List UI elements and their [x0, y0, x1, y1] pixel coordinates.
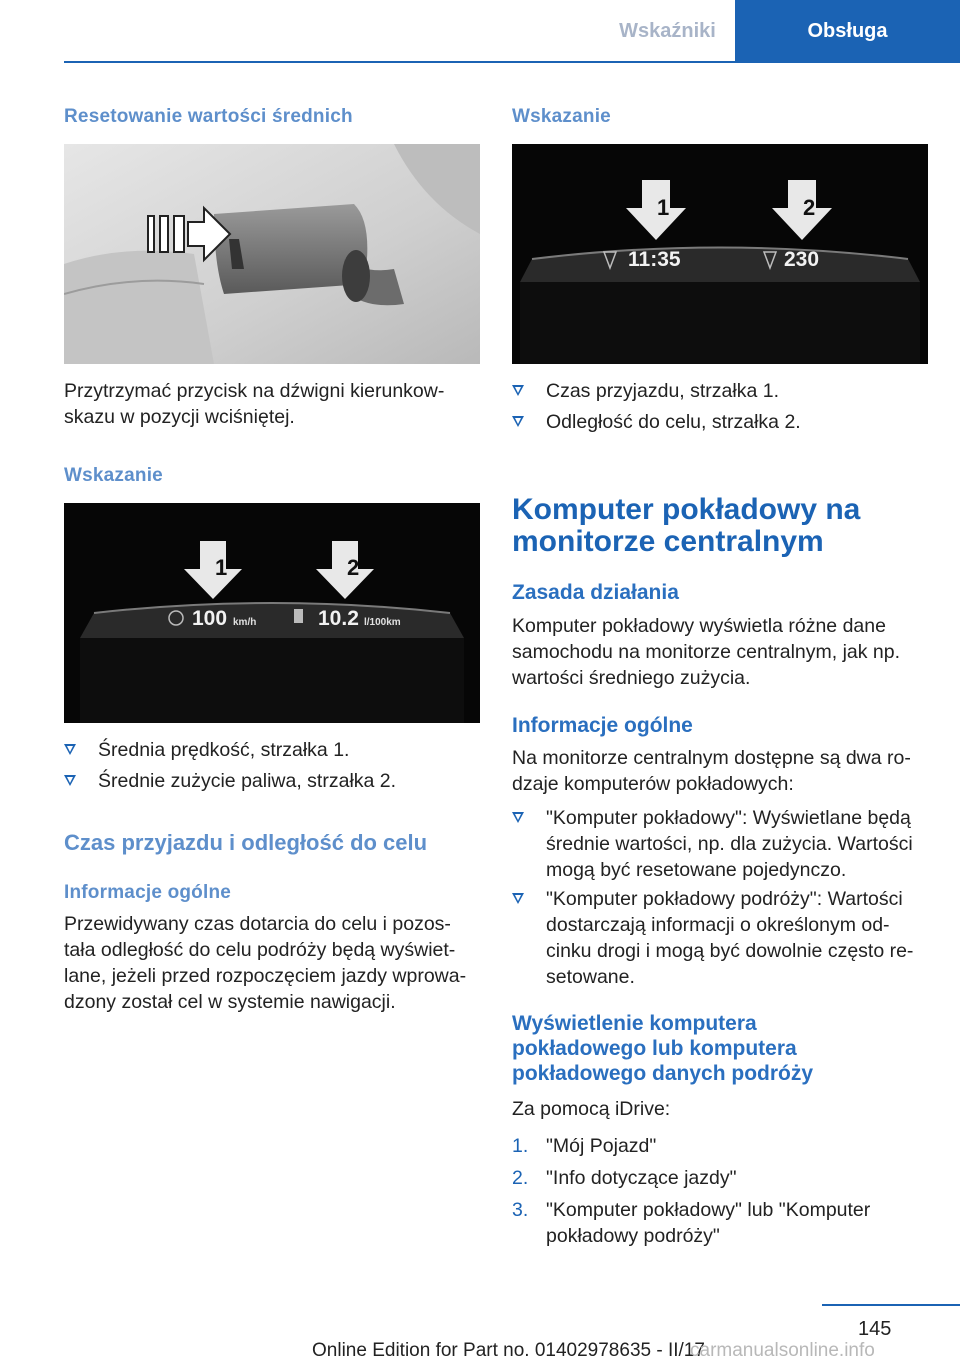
- computer-heading-line2: monitorze centralnym: [512, 525, 824, 558]
- paragraph-line: Na monitorze centralnym dostępne są dwa ro‐: [512, 747, 911, 769]
- paragraph-line: lane, jeżeli przed rozpoczęciem jazdy wprowa‐: [64, 965, 467, 987]
- list-item-line: "Komputer pokładowy": Wyświetlane będą: [546, 807, 911, 829]
- arrow-1-number: 1: [215, 555, 228, 580]
- header-chapter-tab[interactable]: Obsługa: [735, 0, 960, 62]
- step-number: 3.: [512, 1199, 529, 1221]
- arrival-distance-display-svg: [512, 144, 928, 364]
- distance-value: 230: [784, 248, 820, 271]
- list-item-text: Czas przyjazdu, strzałka 1.: [546, 380, 780, 402]
- paragraph-line: Przewidywany czas dotarcia do celu i pozos‐: [64, 913, 451, 935]
- edition-note: Online Edition for Part no. 01402978635 - II/17: [312, 1340, 705, 1361]
- bullet-triangle-icon: [512, 416, 524, 427]
- list-item-text: Odległość do celu, strzałka 2.: [546, 411, 801, 433]
- step-text: "Komputer pokładowy" lub "Komputer: [546, 1199, 871, 1221]
- show-computer-heading-line: Wyświetlenie komputera: [512, 1012, 757, 1035]
- paragraph-line: tała odległość do celu podróży będą wyświet‐: [64, 939, 456, 961]
- step-number: 2.: [512, 1167, 529, 1189]
- paragraph-line: samochodu na monitorze centralnym, jak np.: [512, 641, 901, 663]
- paragraph-line: wartości średniego zużycia.: [512, 667, 751, 689]
- show-computer-heading-line: pokładowego lub komputera: [512, 1037, 797, 1060]
- reset-heading: Resetowanie wartości średnich: [64, 106, 353, 127]
- avg-speed-unit: km/h: [233, 617, 257, 628]
- bullet-triangle-icon: [512, 385, 524, 396]
- paragraph-line: Komputer pokładowy wyświetla różne dane: [512, 615, 886, 637]
- avg-speed-value: 100: [192, 607, 228, 630]
- step-text: "Info dotyczące jazdy": [546, 1167, 737, 1189]
- show-computer-heading-line: pokładowego danych podróży: [512, 1062, 814, 1085]
- list-item-text: Średnie zużycie paliwa, strzałka 2.: [98, 770, 397, 792]
- paragraph-line: dzaje komputerów pokładowych:: [512, 773, 794, 795]
- watermark: carmanualsonline.info: [690, 1340, 875, 1361]
- lever-illustration: [64, 144, 480, 364]
- principle-heading: Zasada działania: [512, 581, 679, 604]
- page-number: 145: [858, 1318, 892, 1340]
- bullet-triangle-icon: [64, 744, 76, 755]
- list-item-line: średnie wartości, np. dla zużycia. Wartości: [546, 833, 913, 855]
- display-heading-right: Wskazanie: [512, 106, 611, 127]
- avg-consumption-unit: l/100km: [364, 617, 401, 628]
- list-item-line: "Komputer pokładowy podróży": Wartości: [546, 888, 903, 910]
- list-item-line: mogą być resetowane pojedynczo.: [546, 859, 847, 881]
- arrival-distance-display: [512, 144, 928, 364]
- bullet-triangle-icon: [512, 812, 524, 823]
- paragraph-line: dzony został cel w systemie nawigacji.: [64, 991, 396, 1013]
- arrival-heading: Czas przyjazdu i odległość do celu: [64, 830, 428, 855]
- step-text: "Mój Pojazd": [546, 1135, 657, 1157]
- list-item-text: Średnia prędkość, strzałka 1.: [98, 739, 350, 761]
- list-item-line: cinku drogi i mogą być dowolnie często re‐: [546, 940, 914, 962]
- bullet-triangle-icon: [64, 775, 76, 786]
- hold-instruction-line1: Przytrzymać przycisk na dźwigni kierunkow‐: [64, 380, 445, 402]
- idrive-intro: Za pomocą iDrive:: [512, 1098, 671, 1120]
- arrow-2-number: 2: [803, 195, 816, 220]
- display-heading-left: Wskazanie: [64, 465, 163, 486]
- speed-consumption-display-svg: [64, 503, 480, 723]
- hold-instruction-line2: skazu w pozycji wciśniętej.: [64, 406, 295, 428]
- general-info-heading-right: Informacje ogólne: [512, 714, 693, 737]
- general-info-heading-left: Informacje ogólne: [64, 882, 232, 903]
- step-item: [512, 1197, 928, 1249]
- computer-heading-line1: Komputer pokładowy na: [512, 493, 861, 526]
- speed-consumption-display: [64, 503, 480, 723]
- header-rule: [64, 61, 960, 63]
- list-item-line: dostarczają informacji o określonym od‐: [546, 914, 890, 936]
- header-tabs: [600, 0, 960, 62]
- step-number: 1.: [512, 1135, 529, 1157]
- header-section-tab[interactable]: Wskaźniki: [619, 19, 716, 42]
- avg-consumption-value: 10.2: [318, 607, 359, 630]
- list-item-line: setowane.: [546, 966, 635, 988]
- bullet-triangle-icon: [512, 893, 524, 904]
- list-item: [512, 886, 928, 990]
- lever-illustration-svg: [64, 144, 480, 364]
- step-text: pokładowy podróży": [546, 1225, 720, 1247]
- arrow-1-number: 1: [657, 195, 670, 220]
- list-item: [512, 805, 928, 885]
- arrow-2-number: 2: [347, 555, 360, 580]
- arrival-time-value: 11:35: [628, 248, 681, 271]
- fuel-pump-icon: [294, 609, 303, 623]
- footer-rule: [822, 1304, 960, 1306]
